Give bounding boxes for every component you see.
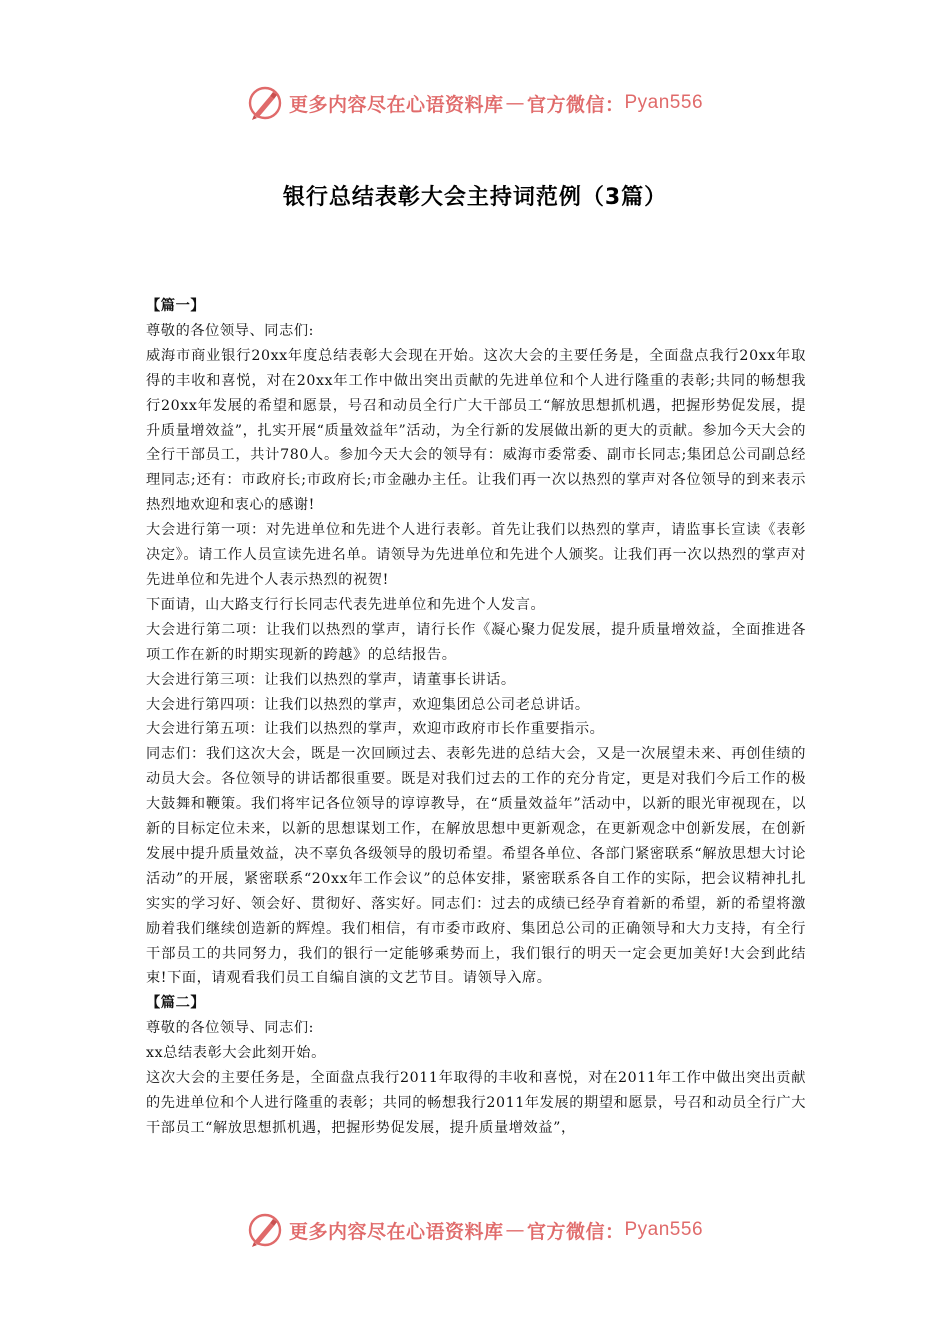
footer-watermark xyxy=(0,1210,950,1250)
document-title: 银行总结表彰大会主持词范例（3篇） xyxy=(282,185,668,210)
document-body xyxy=(146,294,806,1141)
paragraph: 这次大会的主要任务是，全面盘点我行2011年取得的丰收和喜悦，对在2011年工作中做出突出贡献的先进单位和个人进行隆重的表彰；共同的畅想我行2011年发展的期望和愿景，号召和动员全行广大干部员工“解放思想抓机遇，把握形势促发展，提升质量增效益”， xyxy=(146,1070,806,1136)
watermark-separator: — xyxy=(505,92,525,114)
watermark-text: 更多内容尽在心语资料库 xyxy=(288,93,504,116)
section-heading: 【篇二】 xyxy=(146,995,206,1012)
header-watermark xyxy=(0,83,950,123)
paragraph: xx总结表彰大会此刻开始。 xyxy=(146,1045,326,1062)
paragraph: 尊敬的各位领导、同志们: xyxy=(146,322,315,339)
watermark-wechat-id: Pyan556 xyxy=(624,1219,704,1240)
paragraph: 同志们：我们这次大会，既是一次回顾过去、表彰先进的总结大会，又是一次展望未来、再创佳绩的动员大会。各位领导的讲话都很重要。既是对我们过去的工作的充分肯定，更是对我们今后工作的极大鼓舞和鞭策。我们将牢记各位领导的谆谆教导，在“质量效益年”活动中，以新的眼光审视现在，以新的目标定位未来，以新的思想谋划工作，在解放思想中更新观念，在更新观念中创新发展，在创新发展中提升质量效益，决不辜负各级领导的殷切希望。希望各单位、各部门紧密联系“解放思想大讨论活动”的开展，紧密联系“20xx年工作会议”的总体安排，紧密联系各自工作的实际，把会议精神扎扎实实的学习好、领会好、贯彻好、落实好。同志们：过去的成绩已经孕育着新的希望，新的希望将激励着我们继续创造新的辉煌。我们相信，有市委市政府、集团总公司的正确领导和大力支持，有全行干部员工的共同努力，我们的银行一定能够乘势而上，我们银行的明天一定会更加美好!大会到此结束!下面，请观看我们员工自编自演的文艺节目。请领导入席。 xyxy=(146,746,806,987)
paragraph: 大会进行第四项：让我们以热烈的掌声，欢迎集团总公司老总讲话。 xyxy=(146,696,590,713)
paragraph: 大会进行第五项：让我们以热烈的掌声，欢迎市政府市长作重要指示。 xyxy=(146,721,605,738)
watermark-wechat-id: Pyan556 xyxy=(624,92,704,113)
paragraph: 尊敬的各位领导、同志们: xyxy=(146,1020,315,1037)
pen-logo-icon xyxy=(247,85,283,121)
watermark-text: 更多内容尽在心语资料库 xyxy=(288,1220,504,1243)
paragraph: 大会进行第一项：对先进单位和先进个人进行表彰。首先让我们以热烈的掌声，请监事长宣读《表彰决定》。请工作人员宣读先进名单。请领导为先进单位和先进个人颁奖。让我们再一次以热烈的掌声对先进单位和先进个人表示热烈的祝贺! xyxy=(146,522,806,588)
paragraph: 下面请，山大路支行行长同志代表先进单位和先进个人发言。 xyxy=(146,596,546,613)
section-heading: 【篇一】 xyxy=(146,298,206,314)
paragraph: 大会进行第二项：让我们以热烈的掌声，请行长作《凝心聚力促发展，提升质量增效益，全面推进各项工作在新的时期实现新的跨越》的总结报告。 xyxy=(146,621,806,663)
paragraph: 威海市商业银行20xx年度总结表彰大会现在开始。这次大会的主要任务是，全面盘点我行20xx年取得的丰收和喜悦，对在20xx年工作中做出突出贡献的先进单位和个人进行隆重的表彰;共同的畅想我行20xx年发展的希望和愿景，号召和动员全行广大干部员工“解放思想抓机遇，把握形势促发展，提升质量增效益”，扎实开展“质量效益年”活动，为全行新的发展做出新的更大的贡献。参加今天大会的全行干部员工，共计780人。参加今天大会的领导有：威海市委常委、副市长同志;集团总公司副总经理同志;还有：市政府长;市政府长;市金融办主任。让我们再一次以热烈的掌声对各位领导的到来表示热烈地欢迎和衷心的感谢! xyxy=(146,347,806,514)
watermark-label: 官方微信： xyxy=(526,1220,625,1243)
watermark-label: 官方微信： xyxy=(526,93,625,116)
paragraph: 大会进行第三项：让我们以热烈的掌声，请董事长讲话。 xyxy=(146,671,516,688)
pen-logo-icon xyxy=(247,1212,283,1248)
watermark-separator: — xyxy=(505,1219,525,1241)
